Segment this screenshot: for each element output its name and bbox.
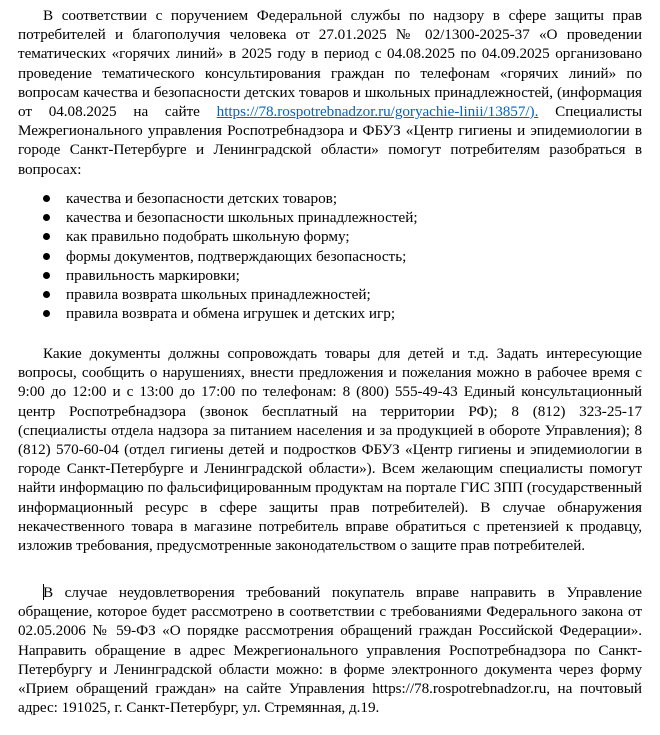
intro-text: В соответствии с поручением Федеральной службы по надзору в сфере защиты прав потребителей и благополучия человека от 27.01.2025 № 02/1300-2025-37 «О проведении тематических «горячих линий» в 2025 году в период с 04.08.2025 по 04.09.2025 организовано проведение тематического консультирования граждан по телефонам «горячих линий» по вопросам качества и безопасности детских товаров и школьных принадлежностей, (информация от 04.08.2025 на сайте xyxy=(18,7,642,121)
hotline-link[interactable]: https://78.rospotrebnadzor.ru/goryachie-linii/13857/). xyxy=(216,103,539,121)
list-item: качества и безопасности детских товаров; xyxy=(18,189,642,208)
list-item: как правильно подобрать школьную форму; xyxy=(18,227,642,246)
list-item: правила возврата школьных принадлежностей; xyxy=(18,285,642,304)
intro-text-continued: Специалисты Межрегионального управления Роспотребнадзора и ФБУЗ «Центр гигиены и эпидемиологии в городе Санкт-Петербурге и Ленинградской области» помогут потребителям разобраться в вопросах: xyxy=(18,103,642,178)
complaint-paragraph xyxy=(18,583,642,717)
complaint-text: В случае неудовлетворения требований покупатель вправе направить в Управление обращение, которое будет рассмотрено в соответствии с требованиями Федерального закона от 02.05.2006 № 59-ФЗ «О порядке рассмотрения обращений граждан Российской Федерации». Направить обращение в адрес Межрегионального управления Роспотребнадзора по Санкт-Петербургу и Ленинградской области можно: в форме электронного документа через форму «Прием обращений граждан» на сайте Управления https://78.rospotrebnadzor.ru, на почтовый адрес: 191025, г. Санкт-Петербург, ул. Стремянная, д.19. xyxy=(18,584,642,717)
list-item: качества и безопасности школьных принадлежностей; xyxy=(18,208,642,227)
contacts-paragraph: Какие документы должны сопровождать товары для детей и т.д. Задать интересующие вопросы, сообщить о нарушениях, внести предложения и пожелания можно в рабочее время с 9:00 до 12:00 и с 13:00 до 17:00 по телефонам: 8 (800) 555-49-43 Единый консультационный центр Роспотребнадзора (звонок бесплатный на территории РФ); 8 (812) 323-25-17 (специалисты отдела надзора за питанием населения и за продукцией в обороте Управления); 8 (812) 570-60-04 (отдел гигиены детей и подростков ФБУЗ «Центр гигиены и эпидемиологии в городе Санкт-Петербурге и Ленинградской области»). Всем желающим специалисты помогут найти информацию по фальсифицированным продуктам на портале ГИС ЗПП (государственный информационный ресурс в сфере защиты прав потребителей). В случае обнаружения некачественного товара в магазине потребитель вправе обратиться с претензией к продавцу, изложив требования, предусмотренные законодательством о защите прав потребителей. xyxy=(18,345,642,555)
list-item: правильность маркировки; xyxy=(18,266,642,285)
list-item: правила возврата и обмена игрушек и детских игр; xyxy=(18,304,642,323)
list-item: формы документов, подтверждающих безопасность; xyxy=(18,247,642,266)
topics-list xyxy=(18,189,642,323)
intro-paragraph xyxy=(18,6,642,179)
